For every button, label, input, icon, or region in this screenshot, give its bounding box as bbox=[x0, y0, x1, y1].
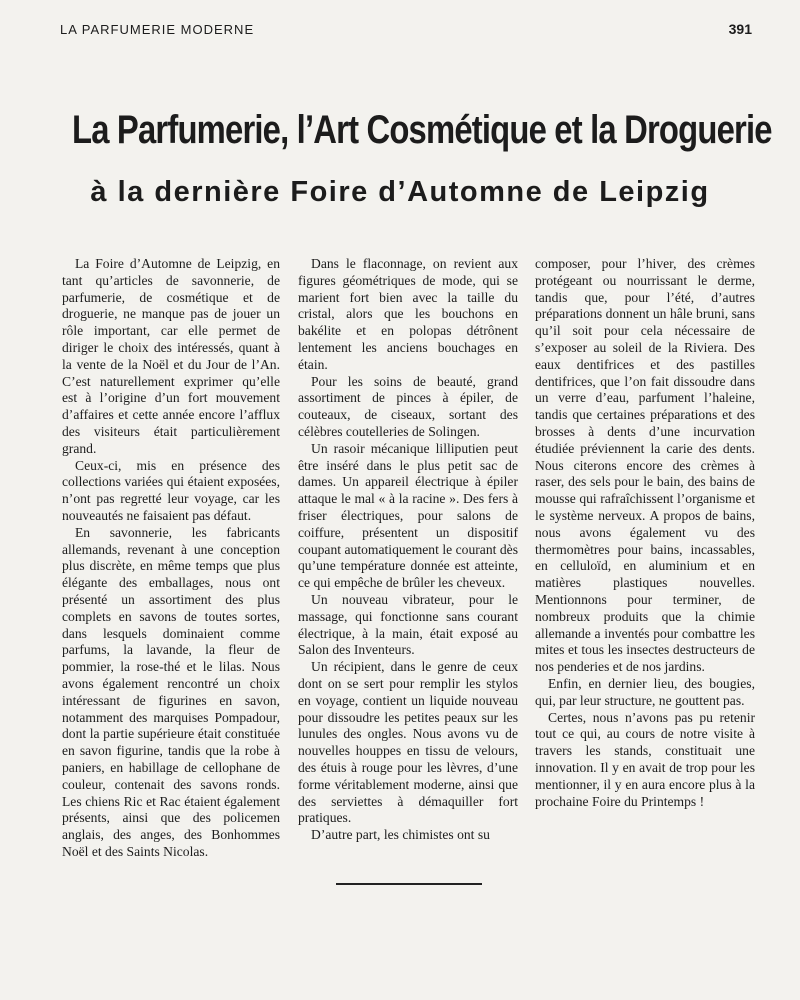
text-column-1 bbox=[62, 256, 280, 861]
page-number: 391 bbox=[728, 21, 752, 37]
paragraph: Certes, nous n’avons pas pu retenir tout ce qui, au cours de notre visite à travers les stands, constituait une innovation. Il y en avait de trop pour les mentionner, il y en aura encore plus à la prochaine Foire du Printemps ! bbox=[535, 709, 755, 809]
text-column-3 bbox=[535, 256, 755, 810]
article-subtitle: à la dernière Foire d’Automne de Leipzig bbox=[90, 176, 710, 208]
paragraph: Enfin, en dernier lieu, des bougies, qui, par leur structure, ne gouttent pas. bbox=[535, 675, 755, 708]
article-title: La Parfumerie, l’Art Cosmétique et la Droguerie bbox=[72, 108, 772, 152]
paragraph: Un rasoir mécanique lilliputien peut être inséré dans le plus petit sac de dames. Un appareil électrique à épiler attaque le mal « à la racine ». Des fers à friser électriques, pour salons de coiffure, présentent un dispositif coupant automatiquement le courant dès qu’une température donnée est atteinte, ce qui empêche de brûler les cheveux. bbox=[298, 440, 518, 591]
paragraph: La Foire d’Automne de Leipzig, en tant qu’articles de savonnerie, de parfumerie, de cosmétique et de droguerie, ne manque pas de jouer un rôle important, car elle permet de diriger le choix des intéressés, quant à la vente de la Noël et du Jour de l’An. C’est naturellement exprimer qu’elle est à l’origine d’un fort mouvement d’affaires et cette année encore l’afflux des visiteurs était particulièrement grand. bbox=[62, 256, 280, 456]
paragraph: Ceux-ci, mis en présence des collections variées qui étaient exposées, n’ont pas regretté leur voyage, car les nouveautés ne faisaient pas défaut. bbox=[62, 457, 280, 523]
paragraph: composer, pour l’hiver, des crèmes protégeant ou nourrissant le derme, tandis que, pour l’été, d’autres préparations donnent un hâle bruni, sans qu’il soit pour cela nécessaire de s’exposer au soleil de la Riviera. Des eaux dentifrices et des pastilles dentifrices, que l’on fait dissoudre dans un verre d’eau, parfument l’haleine, tandis que certaines préparations et des brosses à dents d’une incurvation étudiée préviennent la carie des dents. Nous citerons encore des crèmes à raser, des sels pour le bain, des bains de mousse qui rafraîchissent l’organisme et le système nerveux. A propos de bains, nous avons également vu des thermomètres pour bains, incassables, en celluloïd, en aluminium et en matières plastiques nouvelles. Mentionnons pour terminer, de nombreux produits que la chimie allemande a inventés pour combattre les mites et tous les insectes destructeurs de nos penderies et de nos jardins. bbox=[535, 256, 755, 675]
text-column-2 bbox=[298, 256, 518, 844]
paragraph: Un récipient, dans le genre de ceux dont on se sert pour remplir les stylos en voyage, contient un liquide nouveau pour dissoudre les petites peaux sur les lunules des ongles. Nous avons vu de nouvelles houppes en tissu de velours, des étuis à rouge pour les lèvres, d’une forme véritablement moderne, ainsi que des serviettes à démaquiller fort pratiques. bbox=[298, 659, 518, 826]
paragraph: Dans le flaconnage, on revient aux figures géométriques de mode, qui se marient fort bien avec la taille du cristal, alors que les bouchons en bakélite et en polopas détrônent lentement les anciens bouchages en étain. bbox=[298, 256, 518, 372]
paragraph: Pour les soins de beauté, grand assortiment de pinces à épiler, de couteaux, de ciseaux, sortant des célèbres coutelleries de Solingen. bbox=[298, 373, 518, 439]
end-rule bbox=[336, 883, 482, 885]
running-head: LA PARFUMERIE MODERNE bbox=[60, 22, 255, 37]
paragraph: D’autre part, les chimistes ont su bbox=[311, 827, 490, 843]
paragraph: En savonnerie, les fabricants allemands, revenant à une conception plus discrète, en même temps que plus élégante des emballages, nous ont présenté un assortiment des plus complets en savons de toutes sortes, dans lesquels dominaient comme parfums, la lavande, la fleur de pommier, la rose-thé et le lilas. Nous avons également rencontré un choix intéressant de figurines en savon, notamment des marquises Pompadour, dont la partie supérieure était constituée en savon figurine, tandis que la robe à paniers, en habillage de cellophane de couleur, contenait des savons ronds. Les chiens Ric et Rac étaient également présents, ainsi que des policemen anglais, des anges, des Bonhommes Noël et des Saints Nicolas. bbox=[62, 524, 280, 859]
paragraph: Un nouveau vibrateur, pour le massage, qui fonctionne sans courant électrique, à la main, était exposé au Salon des Inventeurs. bbox=[298, 591, 518, 658]
